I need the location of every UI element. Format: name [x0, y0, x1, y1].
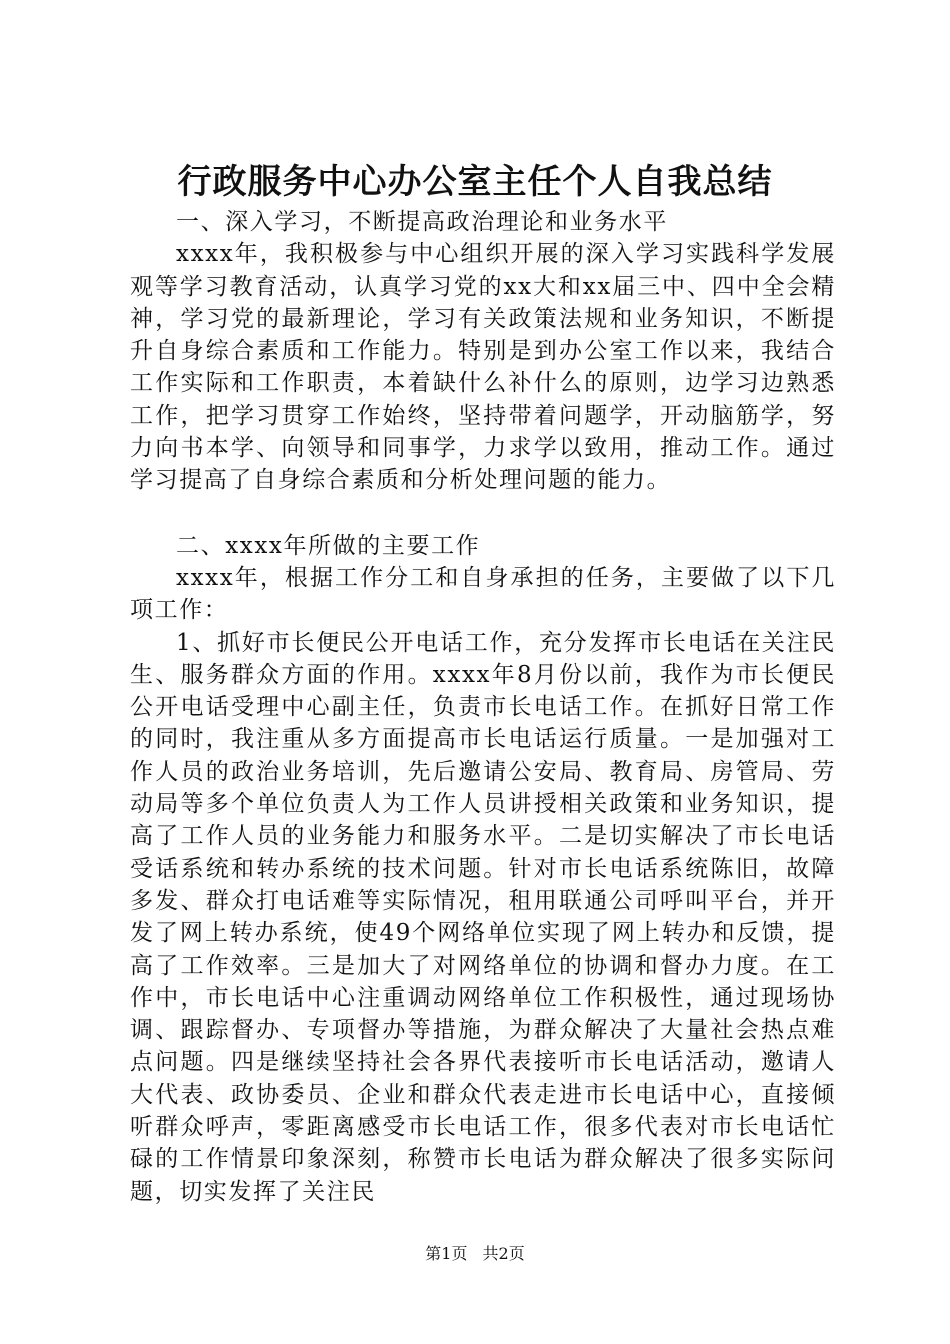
section2-heading: 二、xxxx年所做的主要工作: [176, 532, 481, 559]
paragraph-gap: [130, 497, 836, 530]
page-footer: [0, 1242, 950, 1266]
page-number: 第1页: [425, 1244, 468, 1263]
document-title: 行政服务中心办公室主任个人自我总结: [177, 162, 773, 202]
section2-item1: 1、抓好市长便民公开电话工作，充分发挥市长电话在关注民生、服务群众方面的作用。xxxx年8月份以前，我作为市长便民公开电话受理中心副主任，负责市长电话工作。在抓好日常工作的同时，我注重从多方面提高市长电话运行质量。一是加强对工作人员的政治业务培训，先后邀请公安局、教育局、房管局、劳动局等多个单位负责人为工作人员讲授相关政策和业务知识，提高了工作人员的业务能力和服务水平。二是切实解决了市长电话受话系统和转办系统的技术问题。针对市长电话系统陈旧，故障多发、群众打电话难等实际情况，租用联通公司呼叫平台，并开发了网上转办系统，使49个网络单位实现了网上转办和反馈，提高了工作效率。三是加大了对网络单位的协调和督办力度。在工作中，市长电话中心注重调动网络单位工作积极性，通过现场协调、跟踪督办、专项督办等措施，为群众解决了大量社会热点难点问题。四是继续坚持社会各界代表接听市长电话活动，邀请人大代表、政协委员、企业和群众代表走进市长电话中心，直接倾听群众呼声，零距离感受市长电话工作，很多代表对市长电话忙碌的工作情景印象深刻，称赞市长电话为群众解决了很多实际问题，切实发挥了关注民: [130, 629, 836, 1205]
document-body: [130, 206, 836, 1208]
section1-paragraph: xxxx年，我积极参与中心组织开展的深入学习实践科学发展观等学习教育活动，认真学习党的xx大和xx届三中、四中全会精神，学习党的最新理论，学习有关政策法规和业务知识，不断提升自身综合素质和工作能力。特别是到办公室工作以来，我结合工作实际和工作职责，本着缺什么补什么的原则，边学习边熟悉工作，把学习贯穿工作始终，坚持带着问题学，开动脑筋学，努力向书本学、向领导和同事学，力求学以致用，推动工作。通过学习提高了自身综合素质和分析处理问题的能力。: [130, 241, 836, 494]
section1-heading: 一、深入学习，不断提高政治理论和业务水平: [176, 209, 668, 235]
page-total: 共2页: [482, 1244, 525, 1263]
section2-intro: xxxx年，根据工作分工和自身承担的任务，主要做了以下几项工作：: [130, 564, 836, 624]
